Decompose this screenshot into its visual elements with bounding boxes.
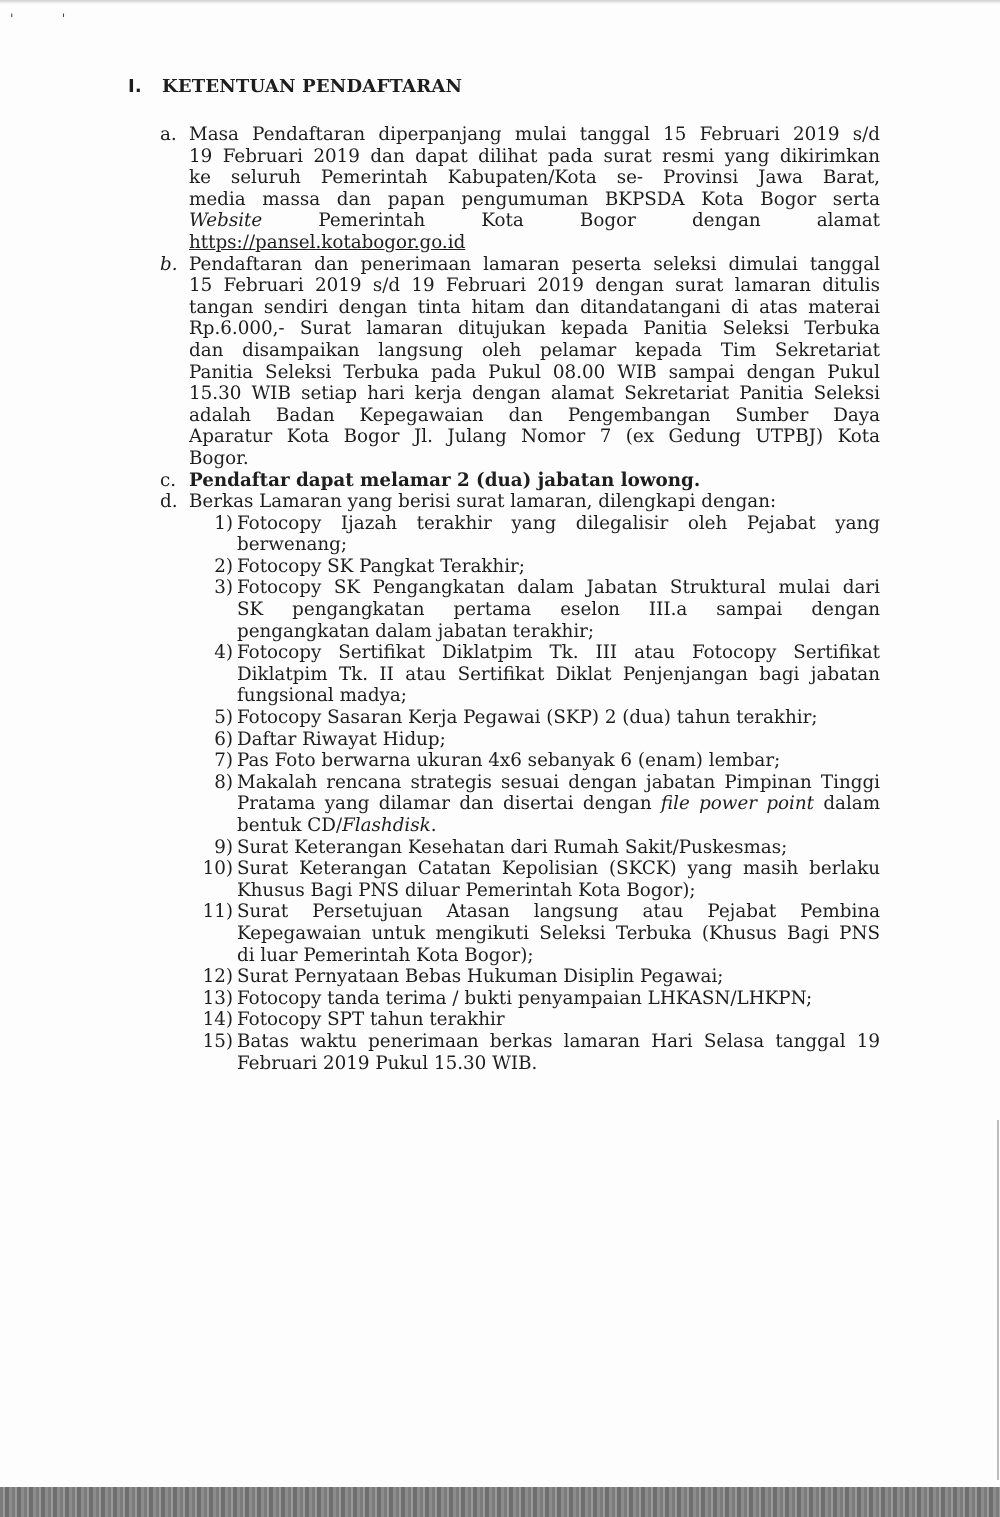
item-a-line: media massa dan papan pengumuman BKPSDA Kota Bogor serta xyxy=(189,188,880,210)
requirement-line: Surat Keterangan Kesehatan dari Rumah Sakit/Puskesmas; xyxy=(237,836,788,858)
item-a-line: Masa Pendaftaran diperpanjang mulai tanggal 15 Februari 2019 s/d xyxy=(189,124,880,145)
requirement-line: Fotocopy Sasaran Kerja Pegawai (SKP) 2 (dua) tahun terakhir; xyxy=(237,707,818,729)
requirement-line: Makalah rencana strategis sesuai dengan jabatan Pimpinan Tinggi xyxy=(237,771,880,793)
scan-edge-right xyxy=(997,1120,999,1480)
requirement-line: Pas Foto berwarna ukuran 4x6 sebanyak 6 (enam) lembar; xyxy=(237,750,781,772)
requirement-item xyxy=(189,772,880,837)
requirement-item xyxy=(189,901,880,966)
item-b-line: Pendaftaran dan penerimaan lamaran peserta seleksi dimulai tanggal xyxy=(189,253,880,275)
scan-edge-top xyxy=(0,0,1000,4)
requirement-marker: 2) xyxy=(214,555,233,577)
requirement-item xyxy=(189,837,880,859)
requirement-line: berwenang; xyxy=(237,534,348,556)
requirement-marker: 15) xyxy=(202,1030,233,1052)
requirement-item xyxy=(189,750,880,772)
requirement-line: Surat Persetujuan Atasan langsung atau Pejabat Pembina xyxy=(237,901,880,923)
item-b-line: Bogor. xyxy=(189,447,249,469)
item-a-line: 19 Februari 2019 dan dapat dilihat pada surat resmi yang dikirimkan xyxy=(189,145,880,167)
requirement-line: Diklatpim Tk. II atau Sertifikat Diklat Penjenjangan bagi jabatan xyxy=(237,663,880,685)
item-b-line: tangan sendiri dengan tinta hitam dan ditandatangani di atas materai xyxy=(189,296,880,318)
requirement-item xyxy=(189,513,880,556)
item-a-line xyxy=(189,210,880,232)
requirement-marker: 8) xyxy=(214,771,233,793)
requirement-marker: 12) xyxy=(202,966,233,988)
item-c-marker: c. xyxy=(160,469,177,491)
item-b-line: Aparatur Kota Bogor Jl. Julang Nomor 7 (ex Gedung UTPBJ) Kota xyxy=(189,426,880,448)
requirement-item xyxy=(189,858,880,901)
item-b-line: Panitia Seleksi Terbuka pada Pukul 08.00 WIB sampai dengan Pukul xyxy=(189,361,880,383)
requirement-line xyxy=(237,815,880,837)
requirement-item xyxy=(189,642,880,707)
item-b-line: 15 Februari 2019 s/d 19 Februari 2019 dengan surat lamaran ditulis xyxy=(189,275,880,297)
item-b-line: dan disampaikan langsung oleh pelamar kepada Tim Sekretariat xyxy=(189,339,880,361)
requirement-item xyxy=(189,966,880,988)
requirement-item xyxy=(189,577,880,642)
requirement-line: Fotocopy Ijazah terakhir yang dilegalisir oleh Pejabat yang xyxy=(237,512,880,534)
requirement-marker: 13) xyxy=(202,987,233,1009)
item-b-line: 15.30 WIB setiap hari kerja dengan alamat Sekretariat Panitia Seleksi xyxy=(189,383,880,405)
requirement-marker: 5) xyxy=(214,707,233,729)
requirement-line: Surat Keterangan Catatan Kepolisian (SKCK) yang masih berlaku xyxy=(237,858,880,880)
requirement-marker: 1) xyxy=(214,512,233,534)
pansel-url-link[interactable]: https://pansel.kotabogor.go.id xyxy=(189,231,466,253)
requirement-item xyxy=(189,729,880,751)
requirement-text: bentuk CD/ xyxy=(237,815,343,836)
item-a-line-rest: Pemerintah Kota Bogor dengan alamat xyxy=(318,210,881,232)
item-d-intro: Berkas Lamaran yang berisi surat lamaran, dilengkapi dengan: xyxy=(189,491,777,513)
requirement-item xyxy=(189,556,880,578)
requirement-item xyxy=(189,1031,880,1074)
requirement-marker: 10) xyxy=(202,858,233,880)
website-word: Website xyxy=(189,210,263,232)
item-b-line: adalah Badan Kepegawaian dan Pengembangan Sumber Daya xyxy=(189,404,880,426)
scan-edge-bottom xyxy=(0,1487,1000,1517)
item-b xyxy=(160,254,880,470)
requirement-marker: 6) xyxy=(214,728,233,750)
item-a-marker: a. xyxy=(160,124,177,145)
requirement-line: Batas waktu penerimaan berkas lamaran Hari Selasa tanggal 19 xyxy=(237,1030,880,1052)
requirement-marker: 7) xyxy=(214,750,233,772)
requirement-marker: 11) xyxy=(202,901,233,923)
section-number: I. xyxy=(128,76,142,97)
section-heading xyxy=(128,76,462,97)
requirement-line: Surat Pernyataan Bebas Hukuman Disiplin Pegawai; xyxy=(237,966,724,988)
requirement-line: fungsional madya; xyxy=(237,685,407,707)
requirement-marker: 3) xyxy=(214,577,233,599)
requirement-marker: 14) xyxy=(202,1009,233,1031)
requirement-item xyxy=(189,988,880,1010)
item-c-text: Pendaftar dapat melamar 2 (dua) jabatan lowong. xyxy=(189,469,701,491)
item-d-marker: d. xyxy=(160,491,178,513)
item-b-line: Rp.6.000,- Surat lamaran ditujukan kepada Panitia Seleksi Terbuka xyxy=(189,318,880,340)
requirement-marker: 9) xyxy=(214,836,233,858)
requirement-item xyxy=(189,1009,880,1031)
item-b-marker: b. xyxy=(160,253,178,275)
item-a-line: ke seluruh Pemerintah Kabupaten/Kota se- Provinsi Jawa Barat, xyxy=(189,167,880,189)
item-d xyxy=(160,491,880,513)
requirement-italic-text: file power point xyxy=(660,793,815,815)
requirement-line: Februari 2019 Pukul 15.30 WIB. xyxy=(237,1052,538,1074)
requirement-line: Fotocopy SK Pengangkatan dalam Jabatan Struktural mulai dari xyxy=(237,577,880,599)
item-a xyxy=(160,124,880,254)
section-title: KETENTUAN PENDAFTARAN xyxy=(162,76,463,97)
requirement-item xyxy=(189,707,880,729)
requirement-line: Fotocopy SK Pangkat Terakhir; xyxy=(237,555,525,577)
requirement-line: di luar Pemerintah Kota Bogor); xyxy=(237,944,534,966)
requirement-marker: 4) xyxy=(214,642,233,664)
requirement-line: Kepegawaian untuk mengikuti Seleksi Terbuka (Khusus Bagi PNS xyxy=(237,922,880,944)
requirements-list xyxy=(160,513,880,1074)
requirement-line: Fotocopy tanda terima / bukti penyampaian LHKASN/LHKPN; xyxy=(237,987,813,1009)
requirement-line: pengangkatan dalam jabatan terakhir; xyxy=(237,620,595,642)
requirement-line: Khusus Bagi PNS diluar Pemerintah Kota Bogor); xyxy=(237,879,696,901)
requirement-text: dalam xyxy=(823,793,881,815)
scan-marks: ' ' xyxy=(10,12,88,27)
requirement-line: Fotocopy SPT tahun terakhir xyxy=(237,1009,505,1031)
requirement-line: Daftar Riwayat Hidup; xyxy=(237,728,446,750)
requirement-line: SK pengangkatan pertama eselon III.a sampai dengan xyxy=(237,599,880,621)
requirement-text: . xyxy=(430,815,437,836)
item-c xyxy=(160,470,880,492)
requirement-line xyxy=(237,793,880,815)
requirement-text: Pratama yang dilamar dan disertai dengan xyxy=(237,793,652,815)
requirement-line: Fotocopy Sertifikat Diklatpim Tk. III atau Fotocopy Sertifikat xyxy=(237,642,880,664)
requirement-italic-text: Flashdisk xyxy=(342,815,431,836)
document-body xyxy=(160,124,880,1074)
